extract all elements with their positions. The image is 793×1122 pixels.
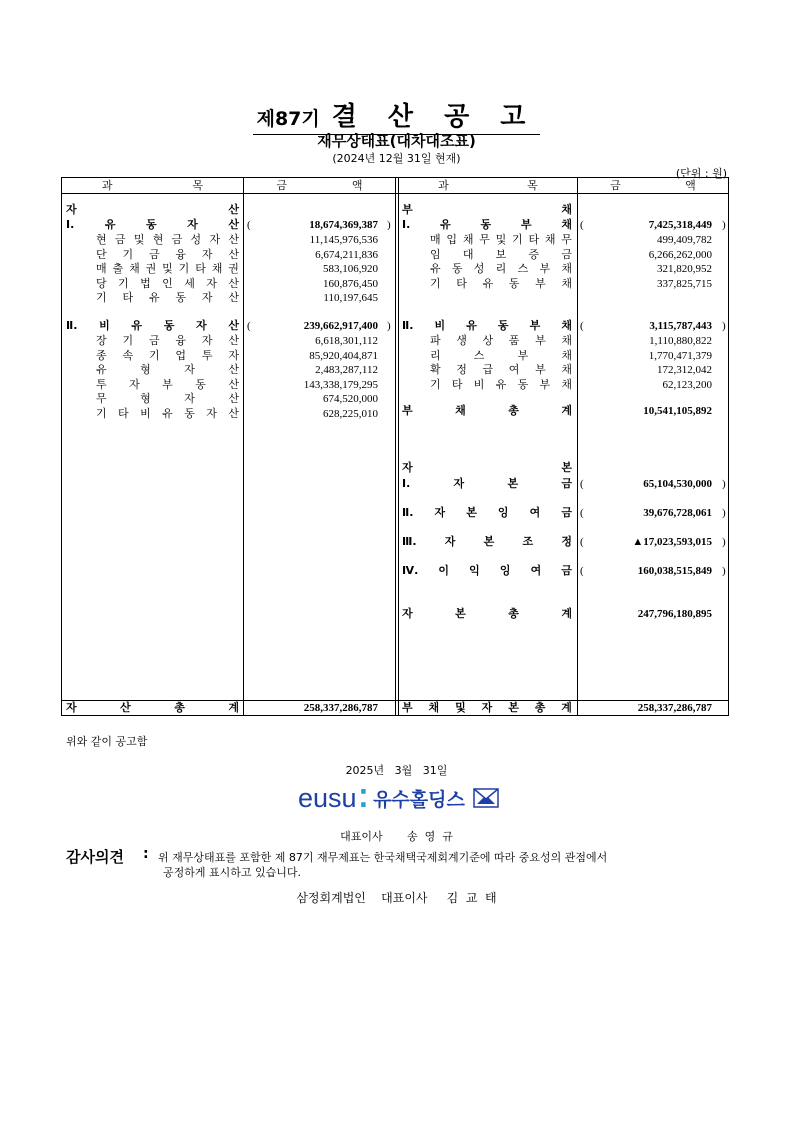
current-liability-item-char: 타 bbox=[528, 233, 540, 246]
noncurrent-asset-item bbox=[96, 349, 239, 363]
noncurrent-asset-item-char: 산 bbox=[228, 392, 239, 406]
noncurrent-liability-item-char: 부 bbox=[535, 334, 546, 347]
current-liability-item-char: 채 bbox=[561, 276, 572, 290]
current-asset-item-char: 단 bbox=[96, 247, 107, 261]
noncurrent-liability-item-char: 부 bbox=[517, 348, 529, 362]
equity-section-char: 본 bbox=[561, 461, 572, 474]
current-asset-item-char: 금 bbox=[114, 233, 126, 246]
current-liability-item-char: 부 bbox=[535, 276, 546, 290]
current-liability-item-char: 부 bbox=[539, 262, 551, 276]
noncurrent-liability-item-char: 부 bbox=[535, 363, 546, 377]
noncurrent-liability-item bbox=[430, 334, 572, 348]
total-liabilities-equity-label-char: 총 bbox=[534, 701, 546, 714]
audit-opinion-heading: 감사의견 bbox=[66, 848, 124, 866]
current-asset-item bbox=[96, 248, 239, 262]
noncurrent-asset-item-char: 동 bbox=[184, 407, 195, 420]
total-liabilities-equity-label-char: 채 bbox=[428, 701, 440, 714]
noncurrent-asset-value: 674,520,000 bbox=[323, 393, 378, 406]
current-liability-item-char: 증 bbox=[528, 247, 540, 261]
current-liability-item-char: 채 bbox=[561, 262, 572, 276]
close-paren: ) bbox=[387, 320, 391, 332]
current-asset-item-char: 자 bbox=[206, 276, 217, 290]
total-equity-value: 247,796,180,895 bbox=[637, 608, 712, 620]
current-liability-item-char: 기 bbox=[430, 276, 441, 290]
equity-item-char: 조 bbox=[522, 535, 534, 548]
equity-section-char: 자 bbox=[402, 461, 413, 474]
noncurrent-asset-item-char: 타 bbox=[118, 407, 129, 420]
current-asset-item-char: 산 bbox=[228, 233, 239, 246]
current-asset-item-char: 권 bbox=[228, 262, 239, 276]
current-assets-label-char: 산 bbox=[228, 218, 239, 231]
noncurrent-liabilities-label-char: Ⅱ. bbox=[402, 319, 414, 332]
open-paren: ( bbox=[580, 219, 584, 231]
current-liability-item-char: 유 bbox=[430, 262, 441, 276]
current-assets-label-char: 유 bbox=[104, 218, 116, 231]
current-liabilities-label-char: 유 bbox=[440, 218, 451, 231]
total-liabilities-equity-label-char: 계 bbox=[561, 701, 572, 714]
noncurrent-liability-item-char: 품 bbox=[508, 334, 520, 347]
notice-date: 2025년 3월 31일 bbox=[345, 764, 448, 777]
total-liabilities-equity-label-char: 및 bbox=[455, 701, 466, 714]
current-asset-item-char: 현 bbox=[152, 233, 164, 246]
equity-item-char: 본 bbox=[507, 477, 519, 490]
noncurrent-asset-value: 628,225,010 bbox=[323, 408, 378, 420]
current-asset-item bbox=[96, 233, 239, 247]
open-paren: ( bbox=[247, 219, 251, 231]
close-paren: ) bbox=[722, 536, 726, 548]
noncurrent-asset-item bbox=[96, 363, 239, 377]
current-asset-item-char: 금 bbox=[148, 247, 160, 261]
noncurrent-liability-item-char: 파 bbox=[430, 334, 441, 347]
current-asset-item bbox=[96, 262, 239, 276]
current-asset-item-char: 자 bbox=[201, 247, 213, 261]
total-equity-label-char: 총 bbox=[508, 607, 519, 620]
current-liability-value: 321,820,952 bbox=[657, 263, 712, 276]
current-liability-item bbox=[430, 248, 572, 262]
noncurrent-assets-label-char: 동 bbox=[163, 319, 175, 332]
current-asset-item-char: 금 bbox=[171, 233, 183, 246]
audit-opinion-line-1: 위 재무상태표를 포함한 제 87기 재무제표는 한국채택국제회계기준에 따라 중요성의 관점에서 bbox=[158, 851, 608, 864]
equity-item-char: Ⅱ. bbox=[402, 506, 414, 519]
current-liability-item-char: 매 bbox=[430, 233, 441, 246]
noncurrent-assets-label-char: 산 bbox=[228, 319, 239, 332]
noncurrent-asset-item-char: 산 bbox=[228, 407, 239, 420]
left-amount-header: 금 액 bbox=[276, 179, 363, 192]
current-asset-item-char: 기 bbox=[118, 276, 129, 290]
current-liability-item-char: 보 bbox=[495, 247, 507, 261]
noncurrent-liability-item-char: 타 bbox=[451, 377, 463, 391]
noncurrent-asset-item-char: 자 bbox=[228, 348, 239, 362]
current-asset-item-char: 법 bbox=[140, 276, 151, 290]
noncurrent-asset-item-char: 형 bbox=[140, 363, 151, 377]
current-liability-item-char: 및 bbox=[495, 233, 507, 246]
liabilities-section-char: 부 bbox=[402, 203, 413, 216]
noncurrent-asset-value: 2,483,287,112 bbox=[315, 364, 378, 377]
total-liabilities-label bbox=[402, 404, 572, 418]
noncurrent-asset-item-char: 자 bbox=[129, 377, 140, 391]
noncurrent-asset-item-char: 속 bbox=[122, 348, 134, 362]
term-number: 제87기 bbox=[256, 108, 320, 130]
current-asset-item-char: 자 bbox=[209, 233, 221, 246]
as-of-date: (2024년 12월 31일 현재) bbox=[332, 152, 461, 165]
noncurrent-asset-item-char: 동 bbox=[195, 377, 206, 391]
noncurrent-assets-label-char: 비 bbox=[99, 319, 110, 332]
total-assets-label bbox=[66, 701, 239, 715]
equity-item-char: Ⅳ. bbox=[402, 564, 419, 577]
current-asset-value: 6,674,211,836 bbox=[315, 248, 378, 261]
current-liability-item-char: 유 bbox=[482, 276, 494, 290]
equity-value: 65,104,530,000 bbox=[643, 478, 712, 490]
total-liabilities-equity-label bbox=[402, 701, 572, 715]
total-liabilities-label-char: 총 bbox=[508, 404, 519, 417]
current-liabilities-label-char: 동 bbox=[480, 218, 492, 231]
current-asset-item-char: 출 bbox=[112, 262, 124, 276]
current-liability-item bbox=[430, 233, 572, 247]
current-liabilities-label bbox=[402, 218, 572, 232]
total-assets-label-char: 산 bbox=[120, 701, 131, 714]
current-liability-item-char: 스 bbox=[517, 262, 529, 276]
close-paren: ) bbox=[722, 507, 726, 519]
current-liability-item-char: 동 bbox=[451, 262, 463, 276]
current-asset-value: 160,876,450 bbox=[323, 277, 378, 290]
current-asset-value: 11,145,976,536 bbox=[309, 234, 378, 246]
total-equity-label bbox=[402, 607, 572, 621]
noncurrent-assets-label-char: 자 bbox=[196, 319, 207, 332]
noncurrent-asset-item-char: 유 bbox=[162, 407, 173, 420]
equity-item bbox=[402, 535, 572, 549]
noncurrent-asset-item-char: 유 bbox=[96, 363, 107, 377]
equity-item-char: 자 bbox=[434, 506, 446, 519]
current-asset-item-char: 산 bbox=[228, 291, 239, 305]
ceo-signature: 대표이사 송 영 규 bbox=[340, 830, 453, 843]
equity-item bbox=[402, 564, 572, 578]
current-liabilities-label-char: 채 bbox=[561, 218, 572, 231]
current-assets-label-char: Ⅰ. bbox=[66, 218, 75, 231]
current-assets-label-char: 동 bbox=[145, 218, 157, 231]
noncurrent-asset-item-char: 산 bbox=[228, 363, 239, 377]
noncurrent-asset-item-char: 융 bbox=[175, 334, 187, 347]
noncurrent-asset-item-char: 종 bbox=[96, 348, 107, 362]
current-asset-item-char: 현 bbox=[96, 233, 107, 246]
assets-section bbox=[66, 203, 239, 217]
envelope-icon bbox=[473, 787, 499, 809]
company-logo bbox=[298, 782, 499, 814]
noncurrent-asset-item-char: 자 bbox=[201, 334, 213, 347]
noncurrent-liability-value: 1,110,880,822 bbox=[649, 335, 712, 347]
audit-colon: : bbox=[143, 846, 149, 862]
noncurrent-asset-item bbox=[96, 392, 239, 406]
total-liabilities-label-char: 채 bbox=[455, 404, 466, 417]
noncurrent-asset-item-char: 무 bbox=[96, 392, 107, 406]
equity-item-char: Ⅲ. bbox=[402, 535, 417, 548]
current-liability-item-char: 기 bbox=[512, 233, 523, 246]
noncurrent-asset-item-char: 장 bbox=[96, 334, 107, 347]
current-liability-item-char: 임 bbox=[430, 247, 441, 261]
current-liability-item-char: 무 bbox=[561, 233, 572, 246]
current-liability-item-char: 채 bbox=[462, 233, 474, 246]
current-liability-item-char: 무 bbox=[479, 233, 490, 246]
noncurrent-liability-item-char: 상 bbox=[482, 334, 494, 347]
current-asset-item-char: 자 bbox=[201, 291, 213, 305]
current-asset-item-char: 및 bbox=[162, 262, 173, 276]
current-asset-value: 583,106,920 bbox=[323, 263, 378, 276]
current-liability-item-char: 리 bbox=[495, 262, 507, 276]
total-liabilities-equity-label-char: 부 bbox=[402, 701, 413, 714]
right-subject-header: 과 목 bbox=[438, 179, 538, 192]
noncurrent-assets-label-char: Ⅱ. bbox=[66, 319, 78, 332]
current-liability-item-char: 금 bbox=[561, 247, 572, 261]
close-paren: ) bbox=[722, 478, 726, 490]
equity-item-char: Ⅰ. bbox=[402, 477, 411, 490]
current-asset-item-char: 세 bbox=[184, 276, 195, 290]
liabilities-section bbox=[402, 203, 572, 217]
unit-label: (단위 : 원) bbox=[675, 167, 727, 180]
current-asset-item-char: 기 bbox=[178, 262, 190, 276]
equity-item-char: 여 bbox=[529, 506, 541, 519]
noncurrent-liability-item-char: 리 bbox=[430, 348, 441, 362]
equity-item-char: 잉 bbox=[497, 506, 509, 519]
current-liability-item-char: 타 bbox=[456, 276, 467, 290]
equity-item-char: 금 bbox=[561, 477, 572, 490]
current-liability-value: 499,409,782 bbox=[657, 234, 712, 246]
current-asset-value: 110,197,645 bbox=[323, 292, 378, 305]
current-liabilities-label-char: 부 bbox=[520, 218, 532, 231]
auditor-signature: 삼정회계법인 대표이사 김 교 태 bbox=[296, 891, 497, 905]
noncurrent-asset-item-char: 자 bbox=[184, 392, 195, 406]
noncurrent-assets-label bbox=[66, 319, 239, 333]
total-liabilities-equity-label-char: 본 bbox=[508, 701, 519, 714]
current-asset-item-char: 타 bbox=[195, 262, 206, 276]
open-paren: ( bbox=[580, 565, 584, 577]
equity-value: ▲17,023,593,015 bbox=[632, 536, 712, 548]
current-asset-item-char: 동 bbox=[175, 291, 187, 305]
noncurrent-asset-item-char: 기 bbox=[148, 348, 160, 362]
noncurrent-liability-item-char: 기 bbox=[430, 377, 441, 391]
noncurrent-liabilities-total: 3,115,787,443 bbox=[649, 320, 712, 332]
close-paren: ) bbox=[722, 565, 726, 577]
equity-item-char: 여 bbox=[530, 564, 542, 577]
left-subject-header: 과 목 bbox=[101, 179, 204, 192]
logo-korean-name: 유수홀딩스 bbox=[373, 788, 465, 811]
noncurrent-assets-total: 239,662,917,400 bbox=[303, 320, 378, 332]
equity-item-char: 본 bbox=[483, 535, 495, 548]
equity-value: 160,038,515,849 bbox=[637, 565, 712, 577]
noncurrent-asset-item-char: 자 bbox=[206, 407, 217, 420]
noncurrent-liability-item-char: 채 bbox=[561, 348, 572, 362]
noncurrent-liabilities-label-char: 동 bbox=[497, 319, 509, 332]
current-asset-item-char: 매 bbox=[96, 262, 107, 276]
current-liabilities-total: 7,425,318,449 bbox=[648, 219, 712, 231]
total-liabilities-value: 10,541,105,892 bbox=[643, 405, 712, 417]
noncurrent-asset-item-char: 부 bbox=[162, 377, 173, 391]
total-assets-label-char: 자 bbox=[66, 701, 77, 714]
current-liability-value: 6,266,262,000 bbox=[648, 248, 712, 261]
noncurrent-asset-item-char: 형 bbox=[140, 392, 151, 406]
open-paren: ( bbox=[247, 320, 251, 332]
current-liability-item-char: 입 bbox=[446, 233, 458, 246]
equity-item-char: 익 bbox=[469, 564, 480, 577]
current-asset-item-char: 인 bbox=[162, 276, 173, 290]
close-paren: ) bbox=[387, 219, 391, 231]
equity-item-char: 금 bbox=[561, 564, 572, 577]
noncurrent-liabilities-label bbox=[402, 319, 572, 333]
noncurrent-assets-label-char: 유 bbox=[131, 319, 143, 332]
noncurrent-liability-item-char: 채 bbox=[561, 377, 572, 391]
open-paren: ( bbox=[580, 507, 584, 519]
noncurrent-liability-item-char: 채 bbox=[561, 334, 572, 347]
noncurrent-asset-item-char: 산 bbox=[228, 334, 239, 347]
open-paren: ( bbox=[580, 536, 584, 548]
current-asset-item-char: 타 bbox=[122, 291, 134, 305]
current-asset-item-char: 및 bbox=[133, 233, 145, 246]
current-asset-item-char: 산 bbox=[228, 247, 239, 261]
current-asset-item-char: 융 bbox=[175, 247, 187, 261]
current-asset-item-char: 채 bbox=[211, 262, 223, 276]
total-liabilities-equity-value: 258,337,286,787 bbox=[637, 702, 712, 714]
noncurrent-asset-item-char: 기 bbox=[122, 334, 134, 347]
noncurrent-asset-item bbox=[96, 334, 239, 348]
noncurrent-liability-item-char: 여 bbox=[508, 363, 520, 377]
open-paren: ( bbox=[580, 478, 584, 490]
equity-value: 39,676,728,061 bbox=[643, 507, 712, 519]
current-liability-item-char: 채 bbox=[544, 233, 556, 246]
total-liabilities-label-char: 계 bbox=[561, 404, 572, 417]
current-asset-item-char: 기 bbox=[122, 247, 134, 261]
equity-item-char: 자 bbox=[453, 477, 465, 490]
equity-item-char: 금 bbox=[561, 506, 572, 519]
current-liability-item bbox=[430, 277, 572, 291]
current-asset-item bbox=[96, 277, 239, 291]
current-assets-total: 18,674,369,387 bbox=[309, 219, 378, 231]
current-liability-item-char: 대 bbox=[462, 247, 474, 261]
open-paren: ( bbox=[580, 320, 584, 332]
liabilities-section-char: 채 bbox=[561, 203, 572, 216]
title-text: 결 산 공 고 bbox=[331, 102, 537, 132]
noncurrent-liabilities-label-char: 유 bbox=[466, 319, 477, 332]
equity-item-char: 정 bbox=[561, 535, 572, 548]
current-liabilities-label-char: Ⅰ. bbox=[402, 218, 411, 231]
noncurrent-asset-value: 143,338,179,295 bbox=[303, 378, 378, 391]
noncurrent-liability-item-char: 유 bbox=[495, 377, 507, 391]
current-assets-label bbox=[66, 218, 239, 232]
noncurrent-asset-item-char: 비 bbox=[140, 407, 151, 420]
noncurrent-asset-value: 6,618,301,112 bbox=[315, 335, 378, 347]
noncurrent-asset-value: 85,920,404,871 bbox=[309, 349, 378, 362]
noncurrent-liability-value: 62,123,200 bbox=[662, 378, 712, 391]
noncurrent-asset-item-char: 투 bbox=[201, 348, 213, 362]
current-liability-item bbox=[430, 262, 572, 276]
equity-item bbox=[402, 506, 572, 520]
noncurrent-asset-item bbox=[96, 407, 239, 421]
noncurrent-liability-item-char: 부 bbox=[539, 377, 551, 391]
noncurrent-liability-item-char: 정 bbox=[456, 363, 467, 377]
current-asset-item-char: 권 bbox=[145, 262, 157, 276]
assets-section-char: 산 bbox=[228, 203, 239, 216]
noncurrent-liabilities-label-char: 채 bbox=[561, 319, 572, 332]
noncurrent-asset-item-char: 산 bbox=[228, 377, 239, 391]
equity-item bbox=[402, 477, 572, 491]
noncurrent-liability-item bbox=[430, 378, 572, 392]
equity-item-char: 잉 bbox=[499, 564, 511, 577]
total-assets-label-char: 총 bbox=[174, 701, 185, 714]
noncurrent-liability-item-char: 채 bbox=[561, 363, 572, 377]
noncurrent-asset-item-char: 투 bbox=[96, 377, 107, 391]
current-asset-item-char: 산 bbox=[228, 276, 239, 290]
noncurrent-asset-item-char: 업 bbox=[175, 348, 187, 362]
total-liabilities-label-char: 부 bbox=[402, 404, 413, 417]
noncurrent-liability-item bbox=[430, 363, 572, 377]
notice-note: 위와 같이 공고함 bbox=[66, 735, 148, 748]
noncurrent-asset-item bbox=[96, 378, 239, 392]
equity-item-char: 자 bbox=[444, 535, 456, 548]
noncurrent-liability-value: 1,770,471,379 bbox=[648, 349, 712, 362]
noncurrent-liability-item-char: 비 bbox=[473, 377, 485, 391]
audit-opinion-line-2: 공정하게 표시하고 있습니다. bbox=[163, 866, 302, 879]
current-liability-item-char: 성 bbox=[473, 262, 485, 276]
equity-item-char: 이 bbox=[438, 564, 449, 577]
logo-colon-icon: ⁚ bbox=[358, 783, 369, 813]
current-asset-item-char: 유 bbox=[148, 291, 160, 305]
current-assets-label-char: 자 bbox=[187, 218, 198, 231]
current-asset-item-char: 성 bbox=[190, 233, 202, 246]
total-equity-label-char: 자 bbox=[402, 607, 413, 620]
close-paren: ) bbox=[722, 320, 726, 332]
noncurrent-asset-item-char: 기 bbox=[96, 407, 107, 420]
equity-section bbox=[402, 461, 572, 475]
noncurrent-liabilities-label-char: 비 bbox=[434, 319, 446, 332]
current-asset-item-char: 기 bbox=[96, 291, 107, 305]
noncurrent-liability-item-char: 생 bbox=[456, 334, 467, 347]
logo-wordmark: eusu bbox=[298, 782, 357, 813]
noncurrent-liability-item-char: 동 bbox=[517, 377, 529, 391]
current-liability-value: 337,825,715 bbox=[657, 277, 712, 290]
noncurrent-liability-item-char: 확 bbox=[430, 363, 441, 377]
noncurrent-liability-value: 172,312,042 bbox=[657, 364, 712, 377]
noncurrent-liability-item bbox=[430, 349, 572, 363]
noncurrent-liability-item-char: 급 bbox=[482, 363, 494, 377]
noncurrent-asset-item-char: 자 bbox=[184, 363, 195, 377]
noncurrent-asset-item-char: 금 bbox=[148, 334, 160, 347]
total-liabilities-equity-label-char: 자 bbox=[481, 701, 493, 714]
assets-section-char: 자 bbox=[66, 203, 77, 216]
total-assets-label-char: 계 bbox=[228, 701, 239, 714]
noncurrent-liabilities-label-char: 부 bbox=[529, 319, 541, 332]
right-amount-header: 금 액 bbox=[610, 179, 696, 192]
total-equity-label-char: 본 bbox=[455, 607, 466, 620]
equity-item-char: 본 bbox=[466, 506, 477, 519]
close-paren: ) bbox=[722, 219, 726, 231]
statement-title: 재무상태표(대차대조표) bbox=[317, 132, 476, 150]
noncurrent-liability-item-char: 스 bbox=[473, 348, 485, 362]
current-asset-item bbox=[96, 291, 239, 305]
current-liability-item-char: 동 bbox=[508, 276, 520, 290]
current-asset-item-char: 당 bbox=[96, 276, 107, 290]
total-assets-value: 258,337,286,787 bbox=[303, 702, 378, 714]
total-equity-label-char: 계 bbox=[561, 607, 572, 620]
current-asset-item-char: 채 bbox=[129, 262, 140, 276]
